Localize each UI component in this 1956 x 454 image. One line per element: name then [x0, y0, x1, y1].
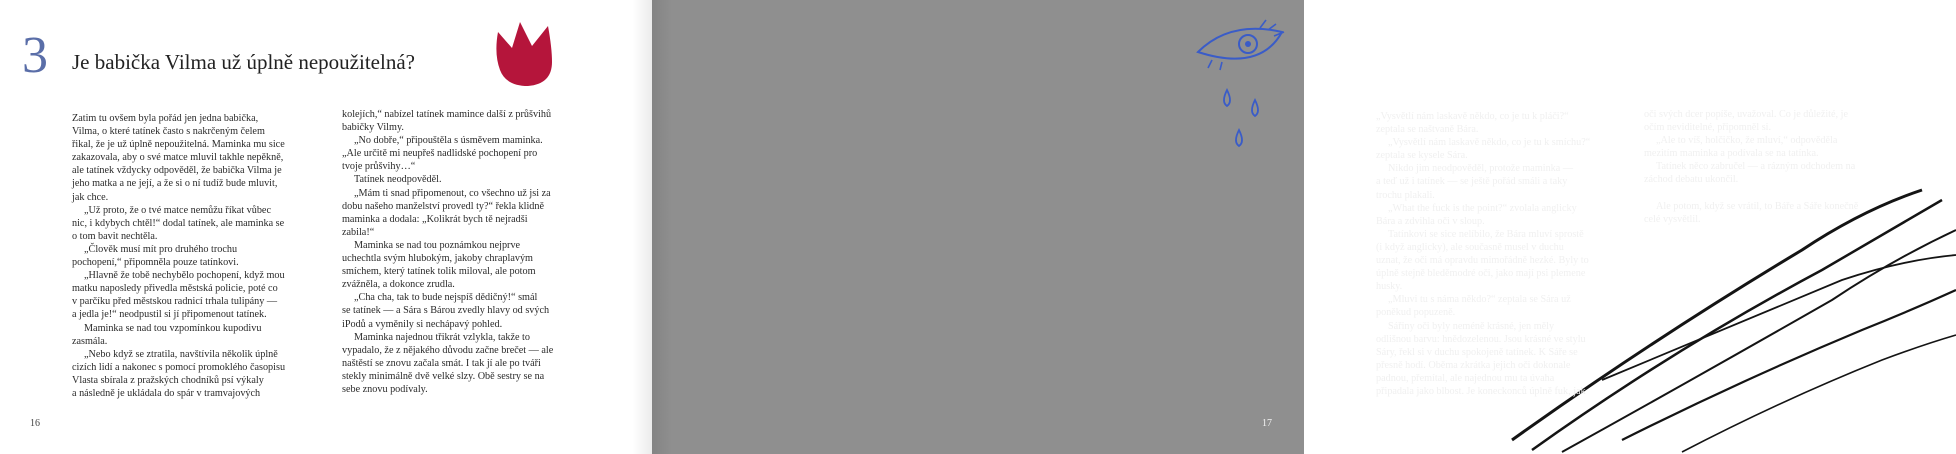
paragraph: „Mám ti snad připomenout, co všechno už jsi za dobu našeho manželství provedl ty?“ řekla klidně maminka a dodala: „Kolikrát bych tě nejradši zabila!“ [342, 187, 551, 238]
paragraph: Ale potom, když se vrátil, to Báře a Sáře konečně celé vysvětlil. [1644, 200, 1859, 225]
paragraph: kolejích,“ nabízel tatínek mamince další z průšvihů babičky Vilmy. [342, 109, 552, 134]
paragraph: „Člověk musí mít pro druhého trochu pochopení,“ připomněla pouze tatínkovi. [72, 243, 239, 269]
chapter-title: Je babička Vilma už úplně nepoužitelná? [72, 50, 415, 74]
text-column-4 [1644, 108, 1880, 226]
paragraph: oči svých dcer popíše, uvažoval. Co je důležité, je očím neviditelné, připomněl si. [1644, 109, 1848, 134]
tear-drops-icon [1215, 80, 1285, 160]
paragraph: Maminka se nad tou poznámkou nejprve uchechtla svým hlubokým, jakoby chraplavým smíchem, který tatínek tolik miloval, ale potom zvážněla, a dokonce zrudla. [342, 239, 536, 291]
paragraph: „Už proto, že o tvé matce nemůžu říkat vůbec nic, i kdybych chtěl!“ dodal tatínek, ale maminka se o tom bavit nechtěla. [72, 204, 285, 242]
text-column-3 [1376, 110, 1628, 398]
paragraph: „Vysvětlí nám laskavě někdo, co je tu k pláči?“ zeptala se naštvaně Bára. [1376, 111, 1569, 136]
paragraph: „Hlavně že tobě nechybělo pochopení, když mou matku naposledy přivedla městská policie, poté co v parčíku před městskou radnicí trhala tulipány — a jedla je!“ neodpustil si jí připomenout tatínek. [72, 270, 285, 321]
paragraph: „Vysvětlí nám laskavě někdo, co je tu k smíchu?“ zeptala se kysele Sára. [1376, 137, 1591, 162]
paragraph: Tatínkovi se sice nelíbilo, že Bára mluví sprostě (i když anglicky), ale současně musel v duchu uznat, že oči má opravdu mimořádně hezké. Byly to úplně stejně bleděmodré oči, jako mají psi plemene husky. [1376, 228, 1589, 293]
paragraph: Nikdo jim neodpověděl, protože maminka — a teď už i tatínek — se ještě pořád smáli a taky trochu plakali. [1376, 163, 1574, 201]
paragraph: „Nebo když se ztratila, navštívila několik úplně cizích lidí a nakonec s pomocí promoklého časopisu Vlasta sbírala z pražských chodníků psí výkaly a následně je ukládala do spár v tramvajových [72, 348, 286, 399]
paragraph: Maminka se nad tou vzpomínkou kupodivu zasmála. [72, 322, 262, 347]
paragraph: Tatínek něco zabručel — a rázným odchodem na záchod debatu ukončil. [1644, 161, 1856, 186]
paragraph: Tatínek neodpověděl. [354, 174, 442, 186]
page-number-right: 17 [1262, 418, 1272, 429]
page-number-left: 16 [30, 418, 40, 429]
tulip-icon [490, 18, 562, 90]
eye-icon [1190, 18, 1290, 78]
paragraph: „Ale to víš, holčičko, že mluví,“ odpověděla mezitím maminka a podívala se na tatínka. [1644, 135, 1838, 160]
paragraph: „No dobře,“ připouštěla s úsměvem maminka. „Ale určitě mi neupřeš nadlidské pochopení pro tvoje průšvihy…“ [342, 135, 543, 173]
text-column-1 [72, 112, 312, 400]
book-gutter [632, 0, 672, 454]
paragraph: Sářiny oči byly neméně krásné, jen měly odlišnou barvu: hnědozelenou. Jsou krásné ve stylu Sáry, řekl si v duchu spokojeně tatínek. K Sáře se přesně hodí. Oběma zkrátka jejich oči dokonale padnou, přemítal, ale najednou mu ta úvaha připadala jako blbost. Je koneckonců úplně fuk, jak [1376, 320, 1586, 397]
paragraph: Maminka najednou třikrát vzlykla, takže to vypadalo, že z nějakého důvodu začne brečet — ale naštěstí se znovu začala smát. I tak jí ale po tváři stekly minimálně dvě velké slzy. Obě sestry se na sebe znovu podívaly. [342, 331, 554, 395]
paragraph: „Cha cha, tak to bude nejspíš dědičný!“ smál se tatínek — a Sára s Bárou zvedly hlavy od svých iPodů a vyměnily si nechápavý pohled. [342, 292, 550, 330]
paragraph [1644, 187, 1880, 200]
paragraph: Zatim tu ovšem byla pořád jen jedna babička, Vilma, o které tatínek často s nakrčeným čelem řikal, že je už úplně nepoužitelná. Maminka mu sice zakazovala, aby o své matce mluvil takhle nepěkně, ale tatínek vždycky odpověděl, že babička Vilma je jeho matka a ne její, a že si o ní tudíž bude mluvit, jak chce. [72, 113, 285, 203]
paragraph: „Mluvi tu s náma někdo?“ zeptala se Sára už poněkud popuzeně. [1376, 294, 1571, 319]
text-column-2 [342, 108, 582, 396]
chapter-number: 3 [22, 27, 48, 84]
left-page [0, 0, 652, 454]
paragraph: „What the fuck is the point?“ zvolala anglicky Bára a zdvihla oči v sloup. [1376, 202, 1577, 227]
